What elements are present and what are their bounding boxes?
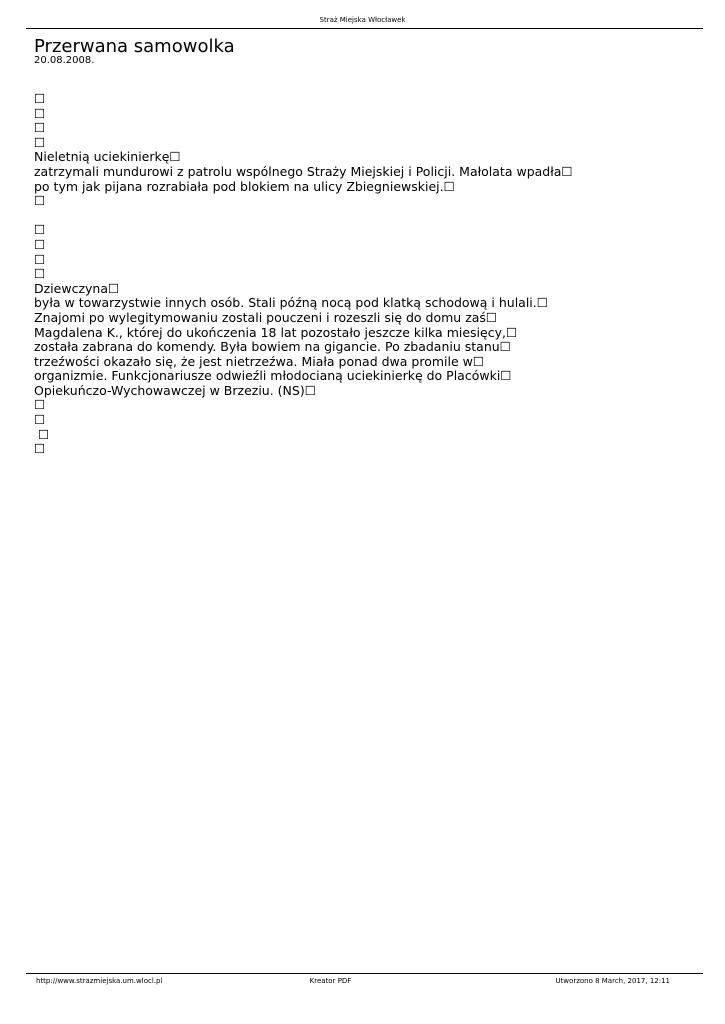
article-line: ☐: [34, 134, 46, 150]
article-line: ☐: [34, 120, 46, 136]
article-line: była w towarzystwie innych osób. Stali późną nocą pod klatką schodową i hulali.☐: [34, 295, 548, 311]
article-line: organizmie. Funkcjonariusze odwieźli młodocianą uciekinierkę do Placówki☐: [34, 368, 512, 384]
article-body: [34, 92, 594, 457]
footer-generator: Kreator PDF: [309, 977, 352, 985]
article-line: Znajomi po wylegitymowaniu zostali pouczeni i rozeszli się do domu zaś☐: [34, 309, 498, 325]
article-line: Magdalena K., której do ukończenia 18 lat pozostało jeszcze kilka miesięcy,☐: [34, 324, 518, 340]
footer-divider: [26, 973, 703, 974]
article-line: ☐: [34, 397, 46, 413]
article-line: ☐: [34, 251, 46, 267]
article-line: ☐: [34, 193, 46, 209]
article-line: została zabrana do komendy. Była bowiem na gigancie. Po zbadaniu stanu☐: [34, 339, 511, 355]
article-line: ☐: [34, 266, 46, 282]
article-line: Dziewczyna☐: [34, 280, 120, 296]
article-line: po tym jak pijana rozrabiała pod blokiem na ulicy Zbiegniewskiej.☐: [34, 178, 455, 194]
article-title: Przerwana samowolka: [34, 36, 235, 57]
article-line: trzeźwości okazało się, że jest nietrzeźwa. Miała ponad dwa promile w☐: [34, 353, 485, 369]
article-line: ☐: [34, 222, 46, 238]
footer-url: http://www.strazmiejska.um.wlocl.pl: [36, 977, 163, 985]
article-line: ☐: [34, 91, 46, 106]
article-line: ☐: [34, 441, 46, 457]
article-line: ☐: [34, 426, 50, 442]
header-site-name: Straż Miejska Włocławek: [319, 16, 406, 24]
article-line: Nieletnią uciekinierkę☐: [34, 149, 181, 165]
footer-created: Utworzono 8 March, 2017, 12:11: [555, 977, 670, 985]
header-divider: [26, 28, 703, 29]
article-date: 20.08.2008.: [34, 55, 95, 66]
article-line: ☐: [34, 105, 46, 121]
article-line: [34, 209, 594, 224]
article-line: zatrzymali mundurowi z patrolu wspólnego Straży Miejskiej i Policji. Małolata wpadła☐: [34, 163, 573, 179]
article-line: Opiekuńczo-Wychowawczej w Brzeziu. (NS)☐: [34, 382, 316, 398]
article-line: ☐: [34, 236, 46, 252]
article-line: ☐: [34, 412, 46, 428]
